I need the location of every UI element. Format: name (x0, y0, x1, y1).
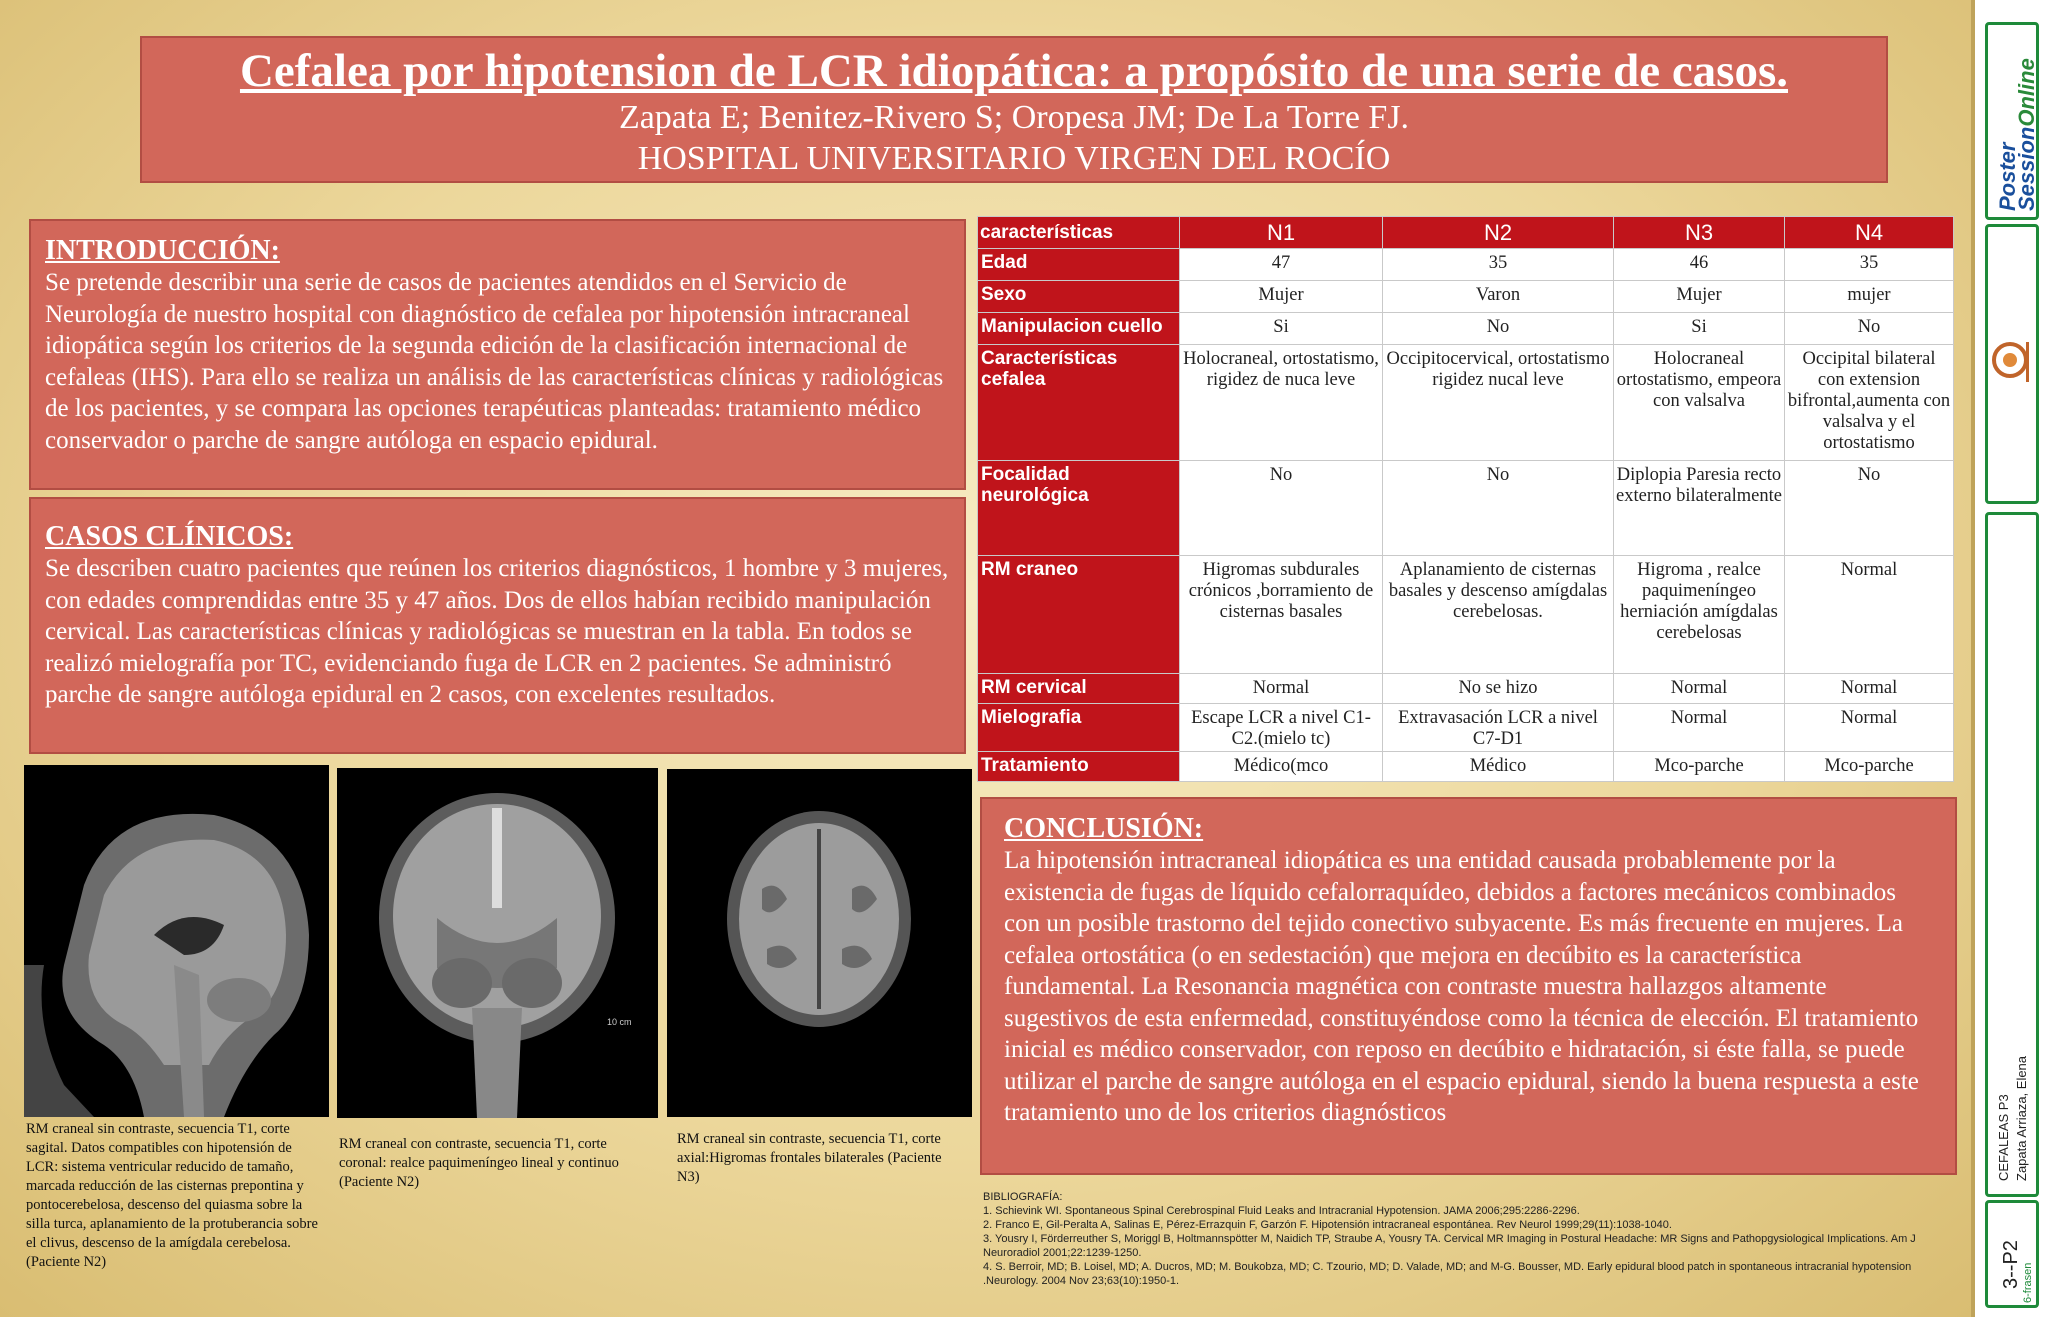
row-label: Manipulacion cuello (978, 313, 1180, 345)
session-box (1985, 512, 2039, 1197)
table-header: N2 (1383, 217, 1614, 249)
poster-code: 3--P2 (2000, 1240, 2022, 1289)
caption-sagittal: RM craneal sin contraste, secuencia T1, corte sagital. Datos compatibles con hipotensión de LCR: sistema ventricular reducido de tamaño, marcada reducción de las cisternas prepontina y pontocerebelosa, descenso del quiasma sobre la silla turca, aplanamiento de la protuberancia sobre el clivus, descenso de la amígdala cerebelosa.(Paciente N2) (26, 1121, 318, 1270)
table-cell: Normal (1785, 704, 1954, 752)
table-cell: Varon (1383, 281, 1614, 313)
introduction-text: Se pretende describir una serie de casos de pacientes atendidos en el Servicio de Neurología de nuestro hospital con diagnóstico de cefalea por hipotensión intracraneal idiopática según los criterios de la segunda edición de la clasificación internacional de cefaleas (IHS). Para ello se realiza un análisis de las características clínicas y radiológicas de los pacientes, y se compara las opciones terapéuticas planteadas: tratamiento médico conservador o parche de sangre autóloga en espacio epidural. (45, 269, 944, 454)
session-label: CEFALEAS P3 (1996, 1094, 2011, 1181)
society-logo-icon (1988, 332, 2036, 392)
table-cell: Higromas subdurales crónicos ,borramiento de cisternas basales (1180, 556, 1383, 674)
introduction-heading: INTRODUCCIÓN: (45, 235, 280, 266)
table-cell: Normal (1614, 674, 1785, 704)
table-cell: Holocraneal ortostatismo, empeora con valsalva (1614, 345, 1785, 461)
table-row (978, 704, 1954, 752)
table-row (978, 345, 1954, 461)
table-cell: No (1383, 313, 1614, 345)
bibliography-heading: BIBLIOGRAFÍA: (983, 1191, 1063, 1203)
clinical-cases-text: Se describen cuatro pacientes que reúnen los criterios diagnósticos, 1 hombre y 3 mujeres, con edades comprendidas entre 35 y 47 años. Dos de ellos habían recibido manipulación cervical. Las características clínicas y radiológicas se muestran en la tabla. En todos se realizó mielografía por TC, evidenciando fuga de LCR en 2 pacientes. Se administró parche de sangre autóloga epidural en 2 casos, con excelentes resultados. (45, 555, 949, 708)
logo-box (1985, 224, 2039, 504)
row-label: Mielografia (978, 704, 1180, 752)
table-row (978, 249, 1954, 281)
table-header: N1 (1180, 217, 1383, 249)
authors: Zapata E; Benitez-Rivero S; Oropesa JM; De La Torre FJ. (618, 99, 1410, 136)
row-label: Sexo (978, 281, 1180, 313)
row-label: Edad (978, 249, 1180, 281)
table-row (978, 556, 1954, 674)
table-cell: No (1785, 313, 1954, 345)
table-cell: No (1180, 461, 1383, 556)
table-row (978, 674, 1954, 704)
table-cell: Normal (1785, 556, 1954, 674)
table-cell: 46 (1614, 249, 1785, 281)
bibliography (983, 1190, 1943, 1288)
table-cell: Mujer (1614, 281, 1785, 313)
caption-axial: RM craneal sin contraste, secuencia T1, corte axial:Higromas frontales bilaterales (Paciente N3) (677, 1131, 942, 1185)
brand-line-3: Online (2014, 58, 2039, 127)
conclusion-section (980, 797, 1957, 1175)
table-header: características (978, 217, 1180, 249)
table-cell: Médico (1383, 752, 1614, 782)
table-cell: Normal (1614, 704, 1785, 752)
author-label: Zapata Arriaza, Elena (2014, 1055, 2029, 1181)
table-cell: Diplopia Paresia recto externo bilateralmente (1614, 461, 1785, 556)
brand-logo (1995, 58, 2039, 211)
conclusion-heading: CONCLUSIÓN: (1004, 813, 1204, 844)
table-cell: Higroma , realce paquimeníngeo herniación amígdalas cerebelosas (1614, 556, 1785, 674)
table-cell: 35 (1383, 249, 1614, 281)
row-label: Tratamiento (978, 752, 1180, 782)
brand-box (1985, 22, 2039, 220)
table-cell: Escape LCR a nivel C1-C2.(mielo tc) (1180, 704, 1383, 752)
table-cell: Mco-parche (1785, 752, 1954, 782)
code-box (1985, 1200, 2039, 1308)
table-row (978, 461, 1954, 556)
clinical-cases-section (29, 497, 966, 754)
table-cell: Normal (1180, 674, 1383, 704)
table-cell: Aplanamiento de cisternas basales y descenso amígdalas cerebelosas. (1383, 556, 1614, 674)
table-header: N3 (1614, 217, 1785, 249)
table-cell: Si (1614, 313, 1785, 345)
table-row (978, 313, 1954, 345)
table-row (978, 281, 1954, 313)
bibliography-item: 4. S. Berroir, MD; B. Loisel, MD; A. Ducros, MD; M. Boukobza, MD; C. Tzourio, MD; D. Valade, MD; and M-G. Bousser, MD. Early epidural blood patch in spontaneous intracranial hypotension .Neurology. 2004 Nov 23;63(10):1950-1. (983, 1261, 1912, 1287)
caption-coronal: RM craneal con contraste, secuencia T1, corte coronal: realce paquimeníngeo lineal y continuo (Paciente N2) (339, 1136, 619, 1190)
table-cell: 35 (1785, 249, 1954, 281)
table-cell: 47 (1180, 249, 1383, 281)
table-cell: Mco-parche (1614, 752, 1785, 782)
table-cell: Occipital bilateral con extension bifrontal,aumenta con valsalva y el ortostatismo (1785, 345, 1954, 461)
poster-title: Cefalea por hipotension de LCR idiopática: a propósito de una serie de casos. (239, 45, 1789, 97)
table-row (978, 752, 1954, 782)
cases-table (977, 216, 1954, 782)
table-cell: No (1785, 461, 1954, 556)
mri-sagittal-image (24, 765, 329, 1117)
mri-coronal-image (337, 768, 658, 1118)
bibliography-item: 1. Schievink WI. Spontaneous Spinal Cerebrospinal Fluid Leaks and Intracranial Hypotension. JAMA 2006;295:2286-2296. (983, 1205, 1580, 1217)
introduction-section (29, 219, 966, 490)
row-label: Características cefalea (978, 345, 1180, 461)
table-cell: No se hizo (1383, 674, 1614, 704)
clinical-cases-heading: CASOS CLÍNICOS: (45, 521, 294, 552)
brand-line-2: Session (2014, 126, 2039, 211)
bibliography-item: 3. Yousry I, Förderreuther S, Moriggl B, Holtmannspötter M, Naidich TP, Straube A, Yousry TA. Cervical MR Imaging in Postural Headache: MR Signs and Pathopgysiological Implications. Am J Neuroradiol 2001;22:1239-1250. (983, 1233, 1916, 1259)
table-cell: Extravasación LCR a nivel C7-D1 (1383, 704, 1614, 752)
bibliography-item: 2. Franco E, Gil-Peralta A, Salinas E, Pérez-Errazquin F, Garzón F. Hipotensión intracraneal espontánea. Rev Neurol 1999;29(11):1038-1040. (983, 1219, 1672, 1231)
mri-axial-image (667, 769, 972, 1117)
table-cell: Holocraneal, ortostatismo, rigidez de nuca leve (1180, 345, 1383, 461)
conclusion-text: La hipotensión intracraneal idiopática es una entidad causada probablemente por la existencia de fugas de líquido cefalorraquídeo, debidos a factores mecánicos combinados con un posible trastorno del tejido conectivo subyacente. Es más frecuente en mujeres. La cefalea ortostática (o en sedestación) que mejora en decúbito es la característica fundamental. La Resonancia magnética con contraste muestra hallazgos altamente sugestivos de esta enfermedad, constituyéndose como la técnica de elección. El tratamiento inicial es médico conservador, con reposo en decúbito e hidratación, si éste falla, se puede utilizar el parche de sangre autóloga en el espacio epidural, siendo la buena respuesta a este tratamiento uno de los criterios diagnósticos (1004, 847, 1919, 1126)
table-cell: Occipitocervical, ortostatismo rigidez nucal leve (1383, 345, 1614, 461)
title-banner (140, 36, 1888, 183)
table-cell: mujer (1785, 281, 1954, 313)
small-label: 6-frasen (2022, 1262, 2034, 1303)
table-cell: Normal (1785, 674, 1954, 704)
scale-label: 10 cm (607, 1017, 632, 1027)
table-cell: Si (1180, 313, 1383, 345)
table-cell: Mujer (1180, 281, 1383, 313)
hospital: HOSPITAL UNIVERSITARIO VIRGEN DEL ROCÍO (637, 140, 1391, 177)
row-label: RM craneo (978, 556, 1180, 674)
row-label: RM cervical (978, 674, 1180, 704)
brand-line-1: Poster (1995, 142, 2020, 211)
row-label: Focalidad neurológica (978, 461, 1180, 556)
table-cell: Médico(mco (1180, 752, 1383, 782)
table-header: N4 (1785, 217, 1954, 249)
poster-session-sidebar (1975, 0, 2048, 1317)
table-cell: No (1383, 461, 1614, 556)
